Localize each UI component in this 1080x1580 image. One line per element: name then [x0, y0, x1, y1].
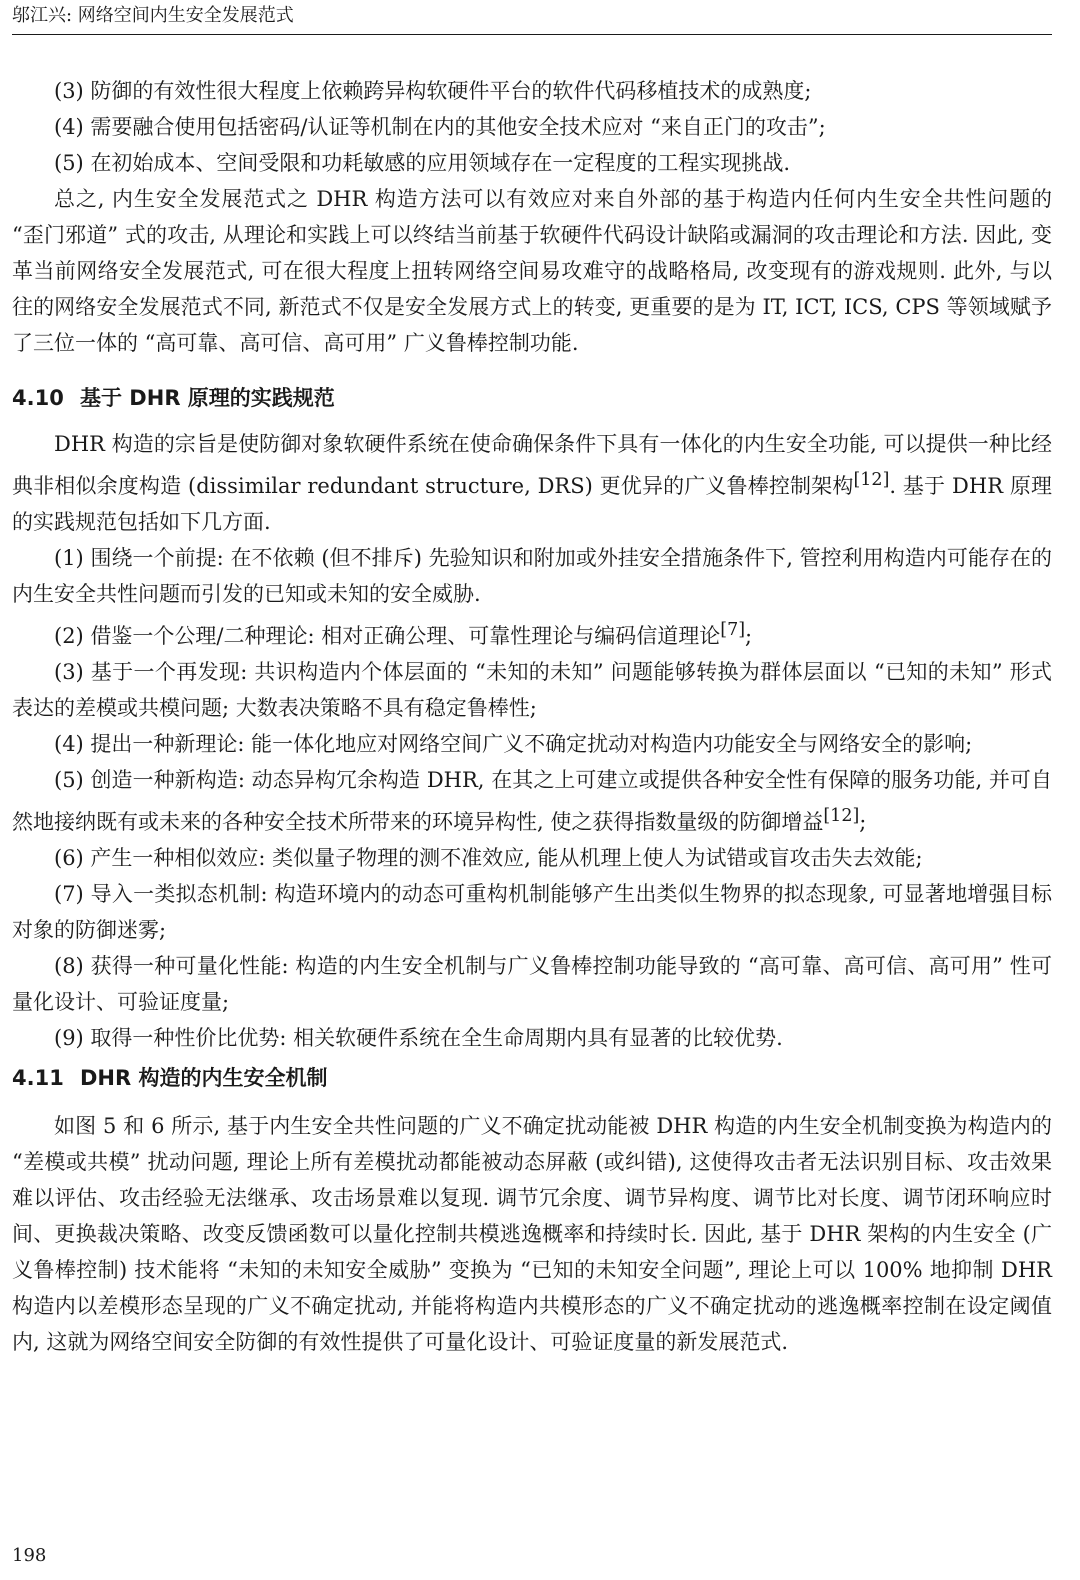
practice-item-3: (3) 基于一个再发现: 共识构造内个体层面的 “未知的未知” 问题能够转换为群体层面以 “已知的未知” 形式表达的差模或共模问题; 大数表决策略不具有稳定鲁棒性; [12, 660, 1052, 720]
practice-item-4: (4) 提出一种新理论: 能一体化地应对网络空间广义不确定扰动对构造内功能安全与网络安全的影响; [54, 732, 973, 756]
paragraph-summary: 总之, 内生安全发展范式之 DHR 构造方法可以有效应对来自外部的基于构造内任何内生安全共性问题的 “歪门邪道” 式的攻击, 从理论和实践上可以终结当前基于软硬件代码设计缺陷或漏洞的攻击理论和方法. 因此, 变革当前网络安全发展范式, 可在很大程度上扭转网络空间易攻难守的战略格局, 改变现有的游戏规则. 此外, 与以往的网络安全发展范式不同, 新范式不仅是安全发展方式上的转变, 更重要的是为 IT, ICT, ICS, CPS 等领域赋予了三位一体的 “高可靠、高可信、高可用” 广义鲁棒控制功能. [12, 187, 1052, 355]
citation: [12] [853, 470, 890, 490]
paragraph-item-5: (5) 在初始成本、空间受限和功耗敏感的应用领域存在一定程度的工程实现挑战. [54, 151, 791, 175]
section-heading-4-11 [12, 1060, 1052, 1096]
practice-item-7: (7) 导入一类拟态机制: 构造环境内的动态可重构机制能够产生出类似生物界的拟态现象, 可显著地增强目标对象的防御迷雾; [12, 882, 1052, 942]
intro-tail: . 基于 DHR 原理的实践规范包括如下几方面. [12, 474, 1052, 534]
paragraph-dhr-intro [12, 426, 1052, 540]
practice-item-5 [12, 762, 1052, 840]
page-number: 198 [12, 1545, 47, 1566]
page-body [12, 73, 1052, 1360]
item2-tail: ; [745, 624, 753, 648]
running-header [12, 4, 1052, 35]
section-heading-4-10 [12, 380, 1052, 416]
paragraph-item-3: (3) 防御的有效性很大程度上依赖跨异构软硬件平台的软件代码移植技术的成熟度; [54, 79, 812, 103]
section-number: 4.10 [12, 386, 64, 410]
practice-item-9: (9) 取得一种性价比优势: 相关软硬件系统在全生命周期内具有显著的比较优势. [54, 1026, 783, 1050]
practice-item-8: (8) 获得一种可量化性能: 构造的内生安全机制与广义鲁棒控制功能导致的 “高可靠、高可信、高可用” 性可量化设计、可验证度量; [12, 954, 1052, 1014]
section-title: DHR 构造的内生安全机制 [80, 1066, 328, 1090]
citation: [7] [720, 620, 746, 640]
running-title: 邬江兴: 网络空间内生安全发展范式 [12, 5, 294, 26]
practice-item-1: (1) 围绕一个前提: 在不依赖 (但不排斥) 先验知识和附加或外挂安全措施条件下, 管控利用构造内可能存在的内生安全共性问题而引发的已知或未知的安全威胁. [12, 546, 1052, 606]
practice-item-6: (6) 产生一种相似效应: 类似量子物理的测不准效应, 能从机理上使人为试错或盲攻击失去效能; [54, 846, 923, 870]
item2-text: (2) 借鉴一个公理/二种理论: 相对正确公理、可靠性理论与编码信道理论 [54, 624, 721, 648]
paragraph-item-4: (4) 需要融合使用包括密码/认证等机制在内的其他安全技术应对 “来自正门的攻击”; [54, 115, 826, 139]
section-number: 4.11 [12, 1066, 64, 1090]
intro-text: DHR 构造的宗旨是使防御对象软硬件系统在使命确保条件下具有一体化的内生安全功能, 可以提供一种比经典非相似余度构造 (dissimilar redundant structure, DRS) 更优异的广义鲁棒控制架构 [12, 432, 1052, 498]
practice-item-2 [12, 612, 1052, 654]
paragraph-mechanism: 如图 5 和 6 所示, 基于内生安全共性问题的广义不确定扰动能被 DHR 构造的内生安全机制变换为构造内的 “差模或共模” 扰动问题, 理论上所有差模扰动都能被动态屏蔽 (或纠错), 这使得攻击者无法识别目标、攻击效果难以评估、攻击经验无法继承、攻击场景难以复现. 调节冗余度、调节异构度、调节比对长度、调节闭环响应时间、更换裁决策略、改变反馈函数可以量化控制共模逃逸概率和持续时长. 因此, 基于 DHR 架构的内生安全 (广义鲁棒控制) 技术能将 “未知的未知安全威胁” 变换为 “已知的未知安全问题”, 理论上可以 100% 地抑制 DHR 构造内以差模形态呈现的广义不确定扰动, 并能将构造内共模形态的广义不确定扰动的逃逸概率控制在设定阈值内, 这就为网络空间安全防御的有效性提供了可量化设计、可验证度量的新发展范式. [12, 1114, 1052, 1354]
item5-tail: ; [859, 810, 867, 834]
item5-text: (5) 创造一种新构造: 动态异构冗余构造 DHR, 在其之上可建立或提供各种安全性有保障的服务功能, 并可自然地接纳既有或未来的各种安全技术所带来的环境异构性, 使之获得指数量级的防御增益 [12, 768, 1052, 834]
citation: [12] [823, 806, 860, 826]
section-title: 基于 DHR 原理的实践规范 [80, 386, 335, 410]
